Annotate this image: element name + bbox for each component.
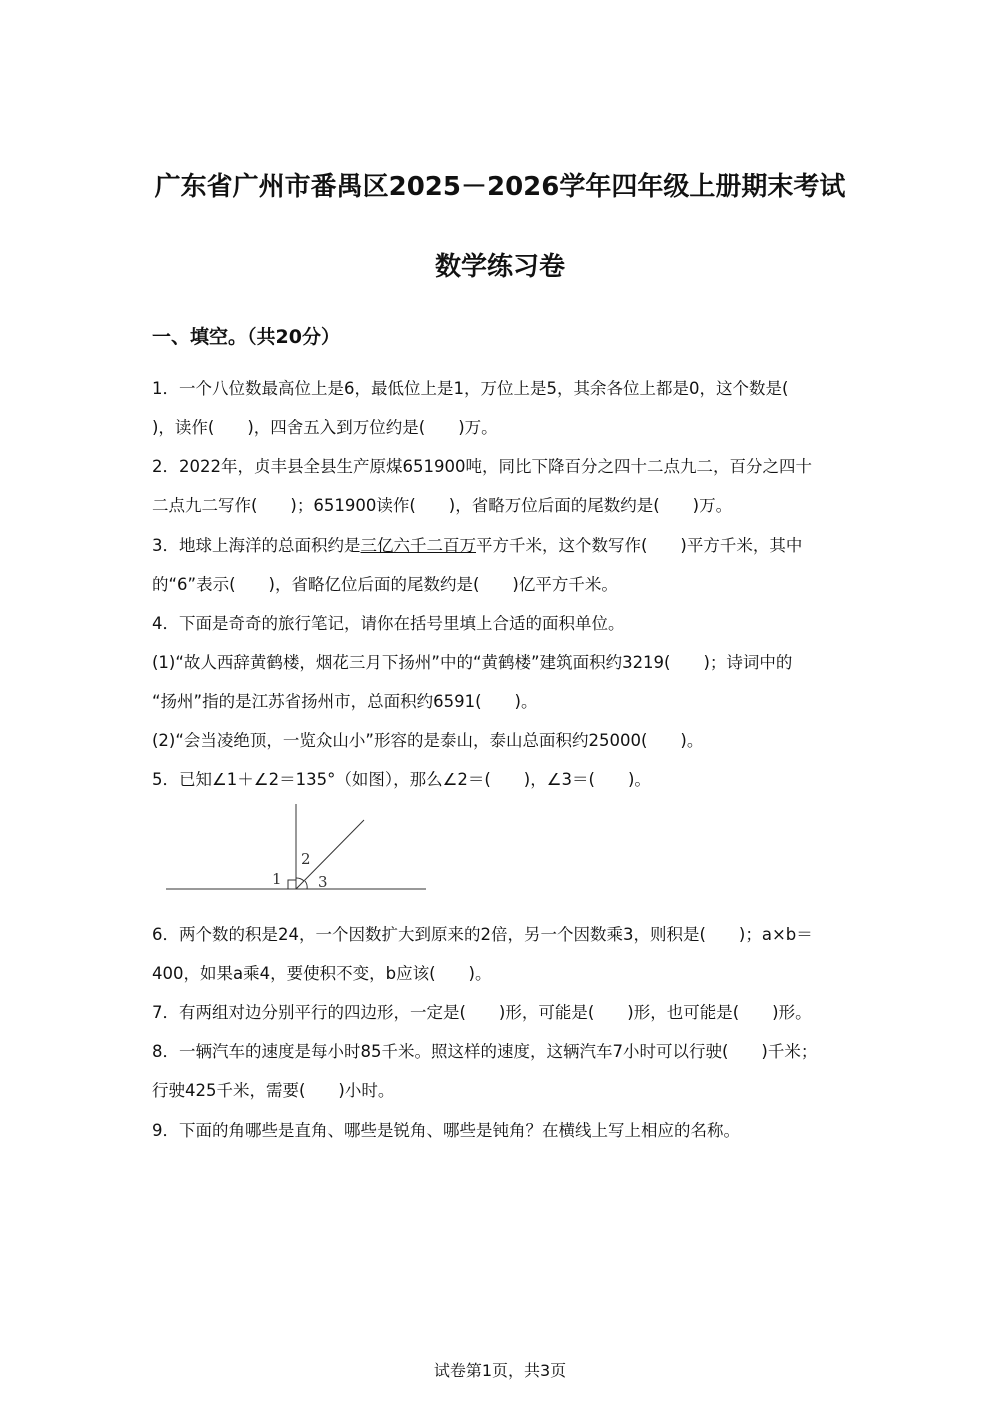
question-2-line-2: 二点九二写作( )；651900读作( )，省略万位后面的尾数约是( )万。	[152, 496, 733, 515]
exam-subtitle: 数学练习卷	[434, 252, 565, 282]
angle-arc-2	[296, 878, 304, 881]
question-5: 5．已知∠1＋∠2＝135°（如图），那么∠2＝( )，∠3＝( )。	[152, 770, 651, 789]
exam-title: 广东省广州市番禺区2025－2026学年四年级上册期末考试	[154, 172, 846, 202]
angle-arc-3	[305, 881, 307, 889]
question-3-text-pre: 3．地球上海洋的总面积约是	[152, 536, 361, 555]
question-7: 7．有两组对边分别平行的四边形，一定是( )形，可能是( )形，也可能是( )形。	[152, 1003, 812, 1022]
angle-figure	[160, 800, 440, 900]
question-3-underlined-number: 三亿六千二百万	[360, 536, 476, 555]
angle-label-1: 1	[272, 870, 282, 888]
question-8-line-1: 8．一辆汽车的速度是每小时85千米。照这样的速度，这辆汽车7小时可以行驶( )千米；	[152, 1042, 818, 1061]
question-2-line-1: 2．2022年，贞丰县全县生产原煤651900吨，同比下降百分之四十二点九二，百分之四十	[152, 457, 812, 476]
question-1-line-2: )，读作( )，四舍五入到万位约是( )万。	[152, 418, 498, 437]
angle-label-3: 3	[318, 873, 328, 891]
question-8-line-2: 行驶425千米，需要( )小时。	[152, 1081, 395, 1100]
section-heading-fill-blank: 一、填空。（共20分）	[152, 326, 340, 348]
question-9: 9．下面的角哪些是直角、哪些是锐角、哪些是钝角？在横线上写上相应的名称。	[152, 1121, 740, 1140]
question-3-line-2: 的“6”表示( )，省略亿位后面的尾数约是( )亿平方千米。	[152, 575, 618, 594]
question-6-line-2: 400，如果a乘4，要使积不变，b应该( )。	[152, 964, 492, 983]
question-4-intro: 4．下面是奇奇的旅行笔记，请你在括号里填上合适的面积单位。	[152, 614, 625, 633]
question-3-line-1	[152, 536, 802, 556]
question-1-line-1: 1．一个八位数最高位上是6，最低位上是1，万位上是5，其余各位上都是0，这个数是(	[152, 379, 789, 398]
question-4-1-line-2: “扬州”指的是江苏省扬州市，总面积约6591( )。	[152, 692, 538, 711]
question-3-text-post: 平方千米，这个数写作( )平方千米，其中	[476, 536, 803, 555]
page-footer: 试卷第1页，共3页	[433, 1361, 567, 1380]
question-6-line-1: 6．两个数的积是24，一个因数扩大到原来的2倍，另一个因数乘3，则积是( )；a×b＝	[152, 925, 813, 944]
angle-label-2: 2	[301, 850, 311, 868]
question-4-2: (2)“会当凌绝顶，一览众山小”形容的是泰山，泰山总面积约25000( )。	[152, 731, 704, 750]
question-4-1-line-1: (1)“故人西辞黄鹤楼，烟花三月下扬州”中的“黄鹤楼”建筑面积约3219( )；诗词中的	[152, 653, 793, 672]
right-angle-mark	[288, 880, 296, 889]
